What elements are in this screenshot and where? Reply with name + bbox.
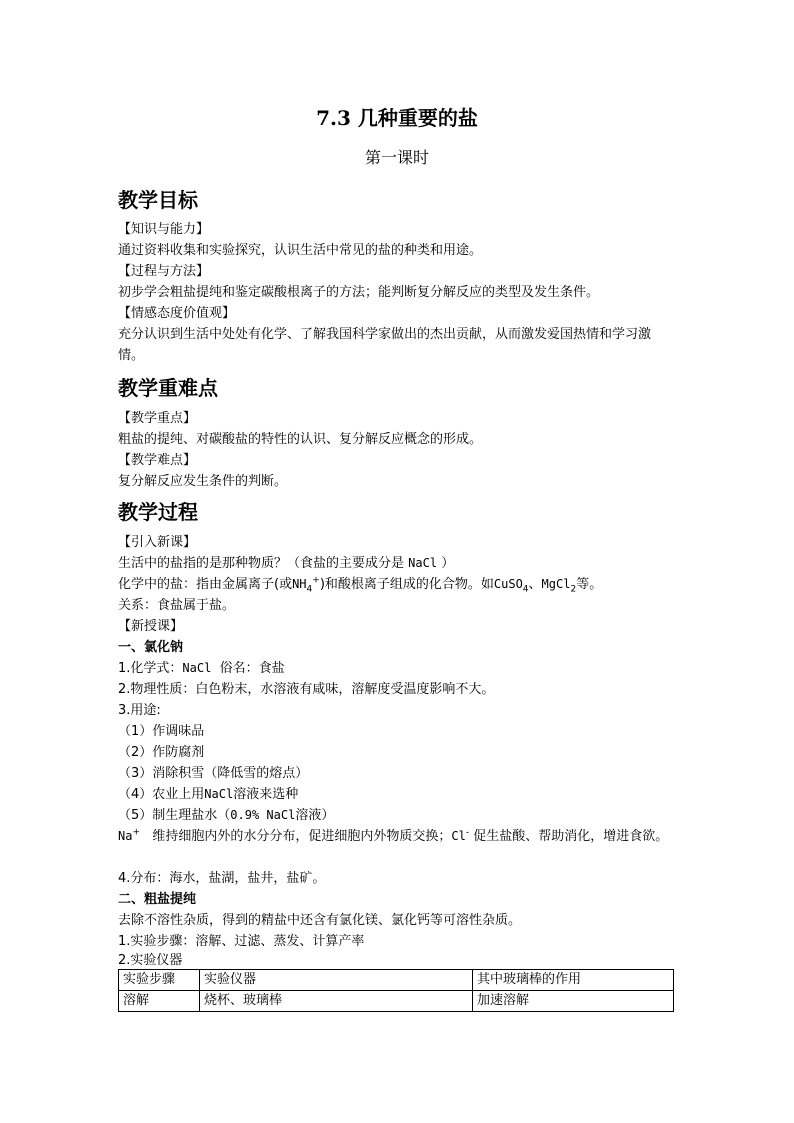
experiment-instruments: 2.实验仪器 (118, 953, 183, 968)
section-heading-keypoints: 教学重难点 (118, 376, 218, 400)
difficulty-tag: 【教学难点】 (118, 453, 197, 468)
use-item-3: （3）消除积雪（降低雪的熔点） (118, 766, 309, 781)
knowledge-tag: 【知识与能力】 (118, 222, 210, 237)
salt-definition: 化学中的盐：指由金属离子(或$NH_4^+$)和酸根离子组成的化合物。如CuSO$_4$、MgCl$_2$等。 (118, 575, 603, 595)
instruments-table (118, 969, 674, 1012)
new-lesson-tag: 【新授课】 (118, 619, 184, 634)
table-header-cell: 其中玻璃棒的作用 (473, 970, 674, 991)
focus-text: 粗盐的提纯、对碳酸盐的特性的认识、复分解反应概念的形成。 (118, 432, 483, 447)
ion-function-text: Na+ 维持细胞内外的水分分布，促进细胞内外物质交换；Cl- 促生盐酸、帮助消化，增进食欲。 (118, 827, 669, 844)
use-item-5: （5）制生理盐水（0.9% NaCl溶液） (118, 808, 335, 823)
page-title: 7.3 几种重要的盐 (316, 106, 478, 130)
experiment-steps: 1.实验步骤：溶解、过滤、蒸发、计算产率 (118, 934, 365, 949)
process-tag: 【过程与方法】 (118, 264, 210, 279)
table-cell: 加速溶解 (473, 991, 674, 1012)
chemical-formula-line: 1.化学式：NaCl 俗名：食盐 (118, 661, 285, 676)
section-heading-process: 教学过程 (118, 500, 198, 524)
process-text: 初步学会粗盐提纯和鉴定碳酸根离子的方法；能判断复分解反应的类型及发生条件。 (118, 285, 600, 300)
uses-heading: 3.用途: (118, 703, 161, 718)
attitude-tag: 【情感态度价值观】 (118, 306, 236, 321)
knowledge-text: 通过资料收集和实验探究，认识生活中常见的盐的种类和用途。 (118, 243, 483, 258)
table-cell: 溶解 (119, 991, 200, 1012)
table-header-cell: 实验步骤 (119, 970, 200, 991)
table-header-row (119, 970, 674, 991)
table-cell: 烧杯、玻璃棒 (200, 991, 473, 1012)
use-item-4: （4）农业上用NaCl溶液来选种 (118, 787, 299, 802)
section-heading-objectives: 教学目标 (118, 188, 198, 212)
difficulty-text: 复分解反应发生条件的判断。 (118, 474, 288, 489)
intro-tag: 【引入新课】 (118, 535, 197, 550)
focus-tag: 【教学重点】 (118, 411, 197, 426)
purification-intro: 去除不溶性杂质，得到的精盐中还含有氯化镁、氯化钙等可溶性杂质。 (118, 913, 522, 928)
attitude-text: 充分认识到生活中处处有化学、了解我国科学家做出的杰出贡献，从而激发爱国热情和学习激情。 (118, 327, 652, 363)
use-item-1: （1）作调味品 (118, 724, 205, 739)
section2-title: 二、粗盐提纯 (118, 892, 197, 907)
distribution-text: 4.分布：海水，盐湖，盐井，盐矿。 (118, 871, 326, 886)
physical-properties: 2.物理性质：白色粉末，水溶液有咸味，溶解度受温度影响不大。 (118, 682, 495, 697)
page-subtitle: 第一课时 (364, 148, 429, 167)
table-header-cell: 实验仪器 (200, 970, 473, 991)
relation-text: 关系：食盐属于盐。 (118, 598, 236, 613)
section1-title: 一、氯化钠 (118, 640, 184, 655)
table-row (119, 991, 674, 1012)
use-item-2: （2）作防腐剂 (118, 745, 205, 760)
intro-question: 生活中的盐指的是那种物质？（食盐的主要成分是 NaCl ） (118, 556, 455, 571)
